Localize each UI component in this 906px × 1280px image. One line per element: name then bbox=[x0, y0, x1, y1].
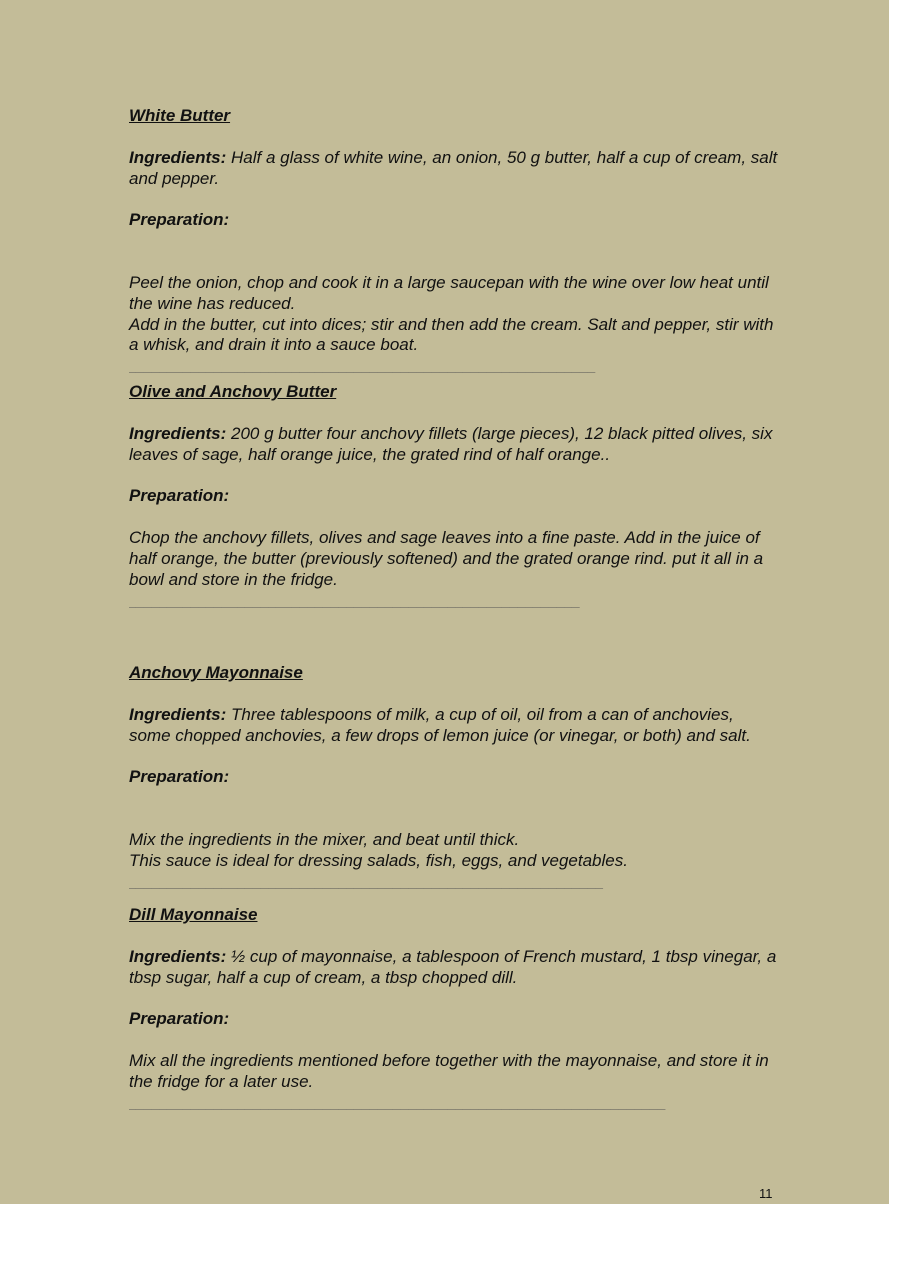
section-divider: ____________________________________________________________ bbox=[129, 359, 597, 374]
recipe-title: Anchovy Mayonnaise bbox=[129, 663, 303, 682]
recipe-olive-anchovy-butter bbox=[129, 382, 779, 653]
section-divider: _____________________________________________________________ bbox=[129, 874, 604, 889]
ingredients-label: Ingredients: bbox=[129, 147, 227, 167]
preparation-line: Mix the ingredients in the mixer, and beat until thick. This sauce is ideal for dressing salads, fish, eggs, and vegetables. bbox=[129, 829, 628, 870]
recipe-anchovy-mayonnaise bbox=[129, 663, 779, 905]
preparation-text: Chop the anchovy fillets, olives and sage leaves into a fine paste. Add in the juice of half orange, the butter (previously softened) and the grated orange rind. put it all in a bowl and store in the fridge. bbox=[129, 528, 764, 589]
preparation-text: Mix all the ingredients mentioned before together with the mayonnaise, and store it in the fridge for a later use. bbox=[129, 1051, 769, 1091]
recipe-white-butter bbox=[129, 106, 779, 372]
preparation-label: Preparation: bbox=[129, 767, 230, 787]
recipe-title: Dill Mayonnaise bbox=[129, 905, 258, 924]
recipe-content bbox=[129, 106, 779, 1110]
preparation-text bbox=[129, 809, 779, 871]
recipe-ingredients bbox=[129, 148, 779, 190]
recipe-title: Olive and Anchovy Butter bbox=[129, 382, 337, 401]
preparation-label: Preparation: bbox=[129, 486, 230, 506]
preparation-label: Preparation: bbox=[129, 210, 230, 230]
ingredients-text: Half a glass of white wine, an onion, 50 g butter, half a cup of cream, salt and pepper. bbox=[129, 147, 778, 188]
preparation-text bbox=[129, 252, 779, 356]
ingredients-label: Ingredients: bbox=[129, 423, 227, 443]
ingredients-text: ½ cup of mayonnaise, a tablespoon of French mustard, 1 tbsp vinegar, a tbsp sugar, half a cup of cream, a tbsp chopped dill. bbox=[129, 946, 777, 987]
ingredients-text: Three tablespoons of milk, a cup of oil, oil from a can of anchovies, some chopped anchovies, a few drops of lemon juice (or vinegar, or both) and salt. bbox=[129, 704, 751, 745]
recipe-title: White Butter bbox=[129, 106, 231, 125]
page-number: 11 bbox=[759, 1186, 773, 1201]
recipe-ingredients bbox=[129, 705, 779, 747]
recipe-ingredients bbox=[129, 947, 779, 989]
ingredients-label: Ingredients: bbox=[129, 946, 227, 966]
section-divider: _____________________________________________________________________ bbox=[129, 1095, 667, 1110]
ingredients-label: Ingredients: bbox=[129, 704, 227, 724]
section-divider: __________________________________________________________ bbox=[129, 593, 581, 608]
preparation-label: Preparation: bbox=[129, 1009, 230, 1029]
ingredients-text: 200 g butter four anchovy fillets (large pieces), 12 black pitted olives, six leaves of sage, half orange juice, the grated rind of half orange.. bbox=[129, 423, 773, 464]
recipe-dill-mayonnaise bbox=[129, 905, 779, 1110]
preparation-line: Peel the onion, chop and cook it in a large saucepan with the wine over low heat until the wine has reduced. Add in the butter, cut into dices; stir and then add the cream. Salt and pepper, stir with a whisk, and drain it into a sauce boat. bbox=[129, 272, 774, 355]
recipe-ingredients bbox=[129, 424, 779, 466]
